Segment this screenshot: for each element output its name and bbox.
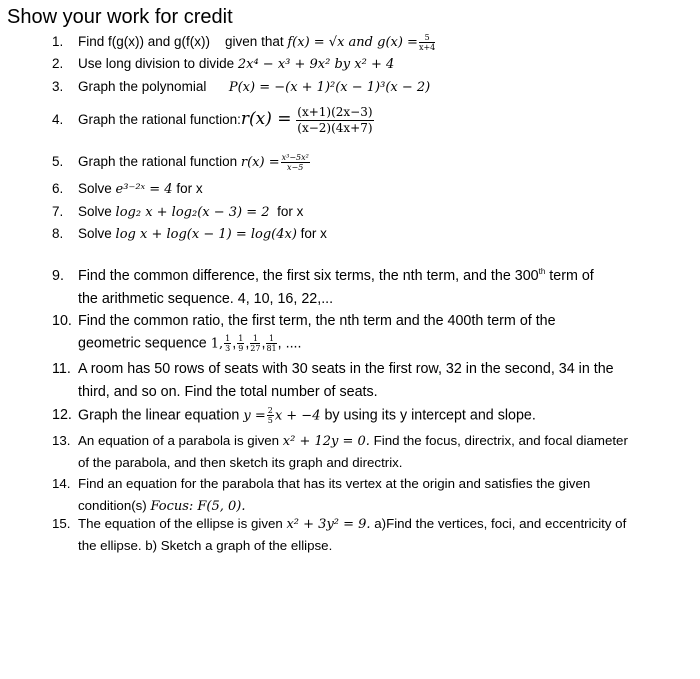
item-text: the ellipse. b) Sketch a graph of the ellipse.	[78, 538, 333, 553]
item-text: a)Find the vertices, foci, and eccentricity of	[374, 516, 627, 531]
math: e³⁻²ˣ = 4	[115, 182, 173, 197]
list-item	[52, 33, 436, 52]
item-text: Solve	[78, 181, 112, 196]
item-number: 5.	[52, 154, 64, 170]
numerator: 1	[250, 334, 260, 344]
denominator: 27	[250, 344, 261, 353]
numerator: 2	[267, 406, 273, 415]
fraction	[250, 334, 260, 353]
denominator: 5	[267, 416, 273, 425]
list-item	[52, 516, 626, 532]
list-item	[52, 204, 303, 220]
denominator: x−5	[287, 163, 304, 172]
item-text: the arithmetic sequence. 4, 10, 16, 22,...	[78, 291, 334, 307]
list-item	[52, 56, 394, 72]
item-text: , ....	[277, 335, 302, 352]
item-text: for x	[300, 226, 327, 241]
denominator: 81	[266, 344, 277, 353]
math: y =	[243, 408, 266, 424]
item-text: for x	[277, 204, 304, 219]
denominator: 9	[238, 344, 244, 353]
item-text: of the parabola, and then sketch its graph and directrix.	[78, 455, 403, 470]
item-text: An equation of a parabola is given	[78, 433, 280, 448]
numerator: 1	[225, 334, 231, 343]
math: x + −4	[274, 408, 321, 424]
math: r(x) =	[240, 155, 280, 171]
denominator: (x−2)(4x+7)	[297, 121, 373, 135]
item-text-line	[78, 498, 246, 514]
math: 2x⁴ − x³ + 9x² by x² + 4	[237, 57, 395, 72]
item-text: Graph the rational function	[78, 154, 238, 170]
fraction	[237, 334, 244, 353]
item-number: 3.	[52, 79, 64, 94]
fraction	[266, 334, 276, 353]
item-number: 6.	[52, 181, 64, 196]
item-number: 11.	[52, 361, 71, 377]
item-text: third, and so on. Find the total number of seats.	[78, 384, 378, 400]
item-number: 8.	[52, 226, 64, 241]
list-item	[52, 181, 203, 197]
numerator: (x+1)(2x−3)	[297, 105, 373, 119]
fraction	[224, 334, 231, 353]
item-text: Use long division to divide	[78, 56, 235, 71]
list-item	[52, 226, 327, 242]
item-number: 9.	[52, 267, 64, 284]
superscript: th	[538, 267, 546, 276]
denominator: x+4	[418, 43, 436, 52]
math: x² + 3y² = 9.	[286, 517, 371, 532]
math: Focus: F(5, 0).	[150, 499, 246, 514]
item-text: geometric sequence	[78, 335, 207, 352]
numerator: x³−5x²	[281, 153, 309, 162]
denominator: 3	[225, 344, 231, 353]
item-number: 13.	[52, 433, 71, 448]
item-text: Graph the linear equation	[78, 407, 240, 424]
list-item	[52, 361, 614, 377]
numerator: 1	[266, 334, 276, 344]
math: x² + 12y = 0.	[282, 434, 370, 449]
math: f(x) = √x and g(x) =	[287, 35, 418, 51]
item-text: by using its y intercept and slope.	[324, 407, 536, 424]
item-text-line: geometric sequence 1, $\frac{1}{3}$ , $\frac{1}{9}$ , $\frac{1}{27}$ , $\frac{1}{81}$ , ....	[78, 334, 302, 353]
numerator: 1	[238, 334, 244, 343]
math: log₂ x + log₂(x − 3) = 2	[115, 205, 270, 220]
fraction	[267, 406, 274, 425]
item-text: given that	[225, 34, 284, 50]
list-item	[52, 433, 628, 449]
item-number: 12.	[52, 407, 72, 424]
item-text: Solve	[78, 226, 112, 241]
item-text: Find the focus, directrix, and focal diameter	[373, 433, 628, 448]
item-text: Find f(g(x)) and g(f(x))	[78, 34, 211, 50]
item-number: 10.	[52, 313, 72, 329]
item-text: condition(s)	[78, 498, 147, 513]
item-number: 2.	[52, 56, 64, 71]
item-text: for x	[176, 181, 203, 196]
item-number: 7.	[52, 204, 64, 219]
item-text: Find the common ratio, the first term, the nth term and the 400th term of the	[78, 313, 556, 329]
list-item	[52, 476, 590, 491]
math: r(x) =	[240, 109, 292, 130]
list-item	[52, 313, 556, 329]
math: P(x) = −(x + 1)²(x − 1)³(x − 2)	[228, 80, 431, 95]
item-text: term of	[545, 267, 594, 284]
item-text: Graph the rational function:	[78, 112, 241, 128]
item-text: Find an equation for the parabola that has its vertex at the origin and satisfies the given	[78, 476, 591, 491]
fraction	[296, 105, 373, 136]
fraction	[281, 153, 310, 172]
fraction	[419, 33, 435, 52]
list-item	[52, 105, 375, 136]
item-number: 14.	[52, 476, 71, 491]
item-text: A room has 50 rows of seats with 30 seats in the first row, 32 in the second, 34 in the	[78, 361, 614, 377]
page-title: Show your work for credit	[7, 6, 233, 28]
numerator: 5	[419, 33, 435, 43]
list-item	[52, 267, 594, 284]
list-item	[52, 406, 536, 425]
item-number: 1.	[52, 34, 64, 50]
item-text: Find the common difference, the first six terms, the nth term, and the 300	[78, 267, 539, 284]
item-number: 4.	[52, 112, 64, 128]
math: 1,	[210, 336, 224, 352]
item-text: The equation of the ellipse is given	[78, 516, 283, 531]
item-number: 15.	[52, 516, 71, 531]
list-item	[52, 79, 430, 95]
item-text: Graph the polynomial	[78, 79, 207, 94]
math: log x + log(x − 1) = log(4x)	[115, 227, 297, 242]
item-text: Solve	[78, 204, 112, 219]
list-item	[52, 153, 311, 172]
